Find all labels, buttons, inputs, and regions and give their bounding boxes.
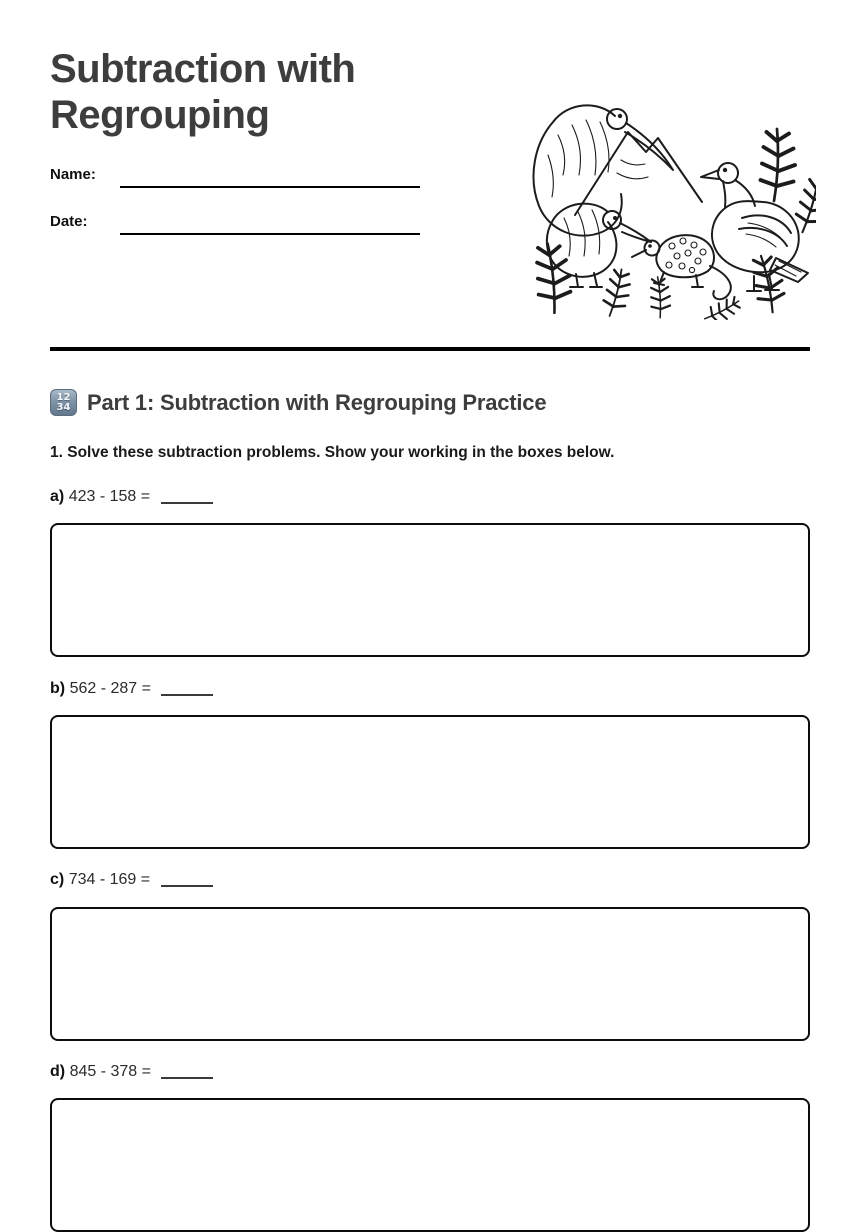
part1-heading-row — [50, 389, 546, 416]
emoji-digits-bottom: 34 — [56, 401, 71, 413]
problem-c-expression: 734 - 169 = — [68, 871, 151, 888]
problem-d-label: d) — [50, 1063, 66, 1080]
working-box-a[interactable] — [50, 523, 810, 657]
problem-b-expression: 562 - 287 = — [69, 680, 151, 697]
instruction-text: 1. Solve these subtraction problems. Show your working in the boxes below. — [50, 444, 615, 461]
problem-b — [50, 679, 213, 698]
problem-b-label: b) — [50, 680, 66, 697]
name-label: Name: — [50, 166, 96, 183]
kiwi-wildlife-illustration — [520, 80, 816, 320]
problem-b-answer-blank[interactable] — [161, 682, 213, 696]
working-box-d[interactable] — [50, 1098, 810, 1232]
working-box-b[interactable] — [50, 715, 810, 849]
working-box-c[interactable] — [50, 907, 810, 1041]
section-divider — [50, 347, 810, 351]
part1-heading: Part 1: Subtraction with Regrouping Practice — [87, 389, 547, 415]
problem-a-expression: 423 - 158 = — [68, 488, 151, 505]
problem-d-answer-blank[interactable] — [161, 1065, 213, 1079]
problem-a-answer-blank[interactable] — [161, 490, 213, 504]
problem-c-label: c) — [50, 871, 65, 888]
emoji-digits-top: 12 — [56, 391, 71, 403]
problem-a — [50, 487, 213, 506]
date-label: Date: — [50, 213, 88, 230]
problem-c — [50, 870, 213, 889]
name-input-line[interactable] — [120, 186, 420, 188]
date-input-line[interactable] — [120, 233, 420, 235]
problem-c-answer-blank[interactable] — [161, 873, 213, 887]
problem-a-label: a) — [50, 488, 65, 505]
worksheet-title: Subtraction with Regrouping — [50, 47, 356, 137]
problem-d-expression: 845 - 378 = — [69, 1063, 151, 1080]
input-numbers-emoji-icon — [50, 389, 77, 416]
problem-d — [50, 1062, 213, 1081]
